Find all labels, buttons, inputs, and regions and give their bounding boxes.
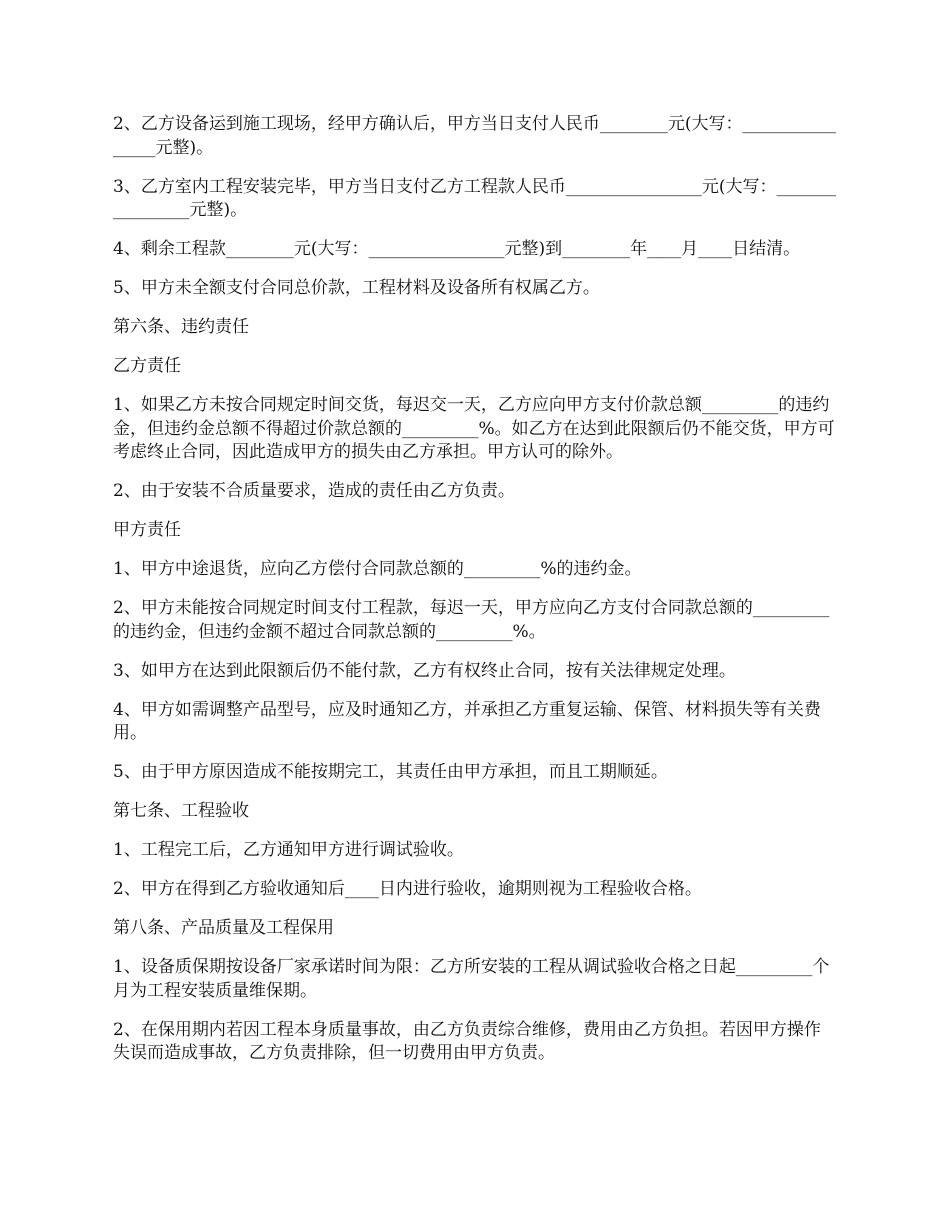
clause-delay-by-party-a: 5、由于甲方原因造成不能按期完工，其责任由甲方承担，而且工期顺延。 (113, 762, 668, 782)
clause-late-payment-penalty: 2、甲方未能按合同规定时间支付工程款，每迟一天，甲方应向乙方支付合同款总额的_________的违约金，但违约金额不超过合同款总额的_________%。 (113, 598, 830, 642)
clause-installation-quality: 2、由于安装不合质量要求，造成的责任由乙方负责。 (113, 481, 515, 501)
section-heading-acceptance: 第七条、工程验收 (113, 801, 249, 821)
clause-model-adjustment: 4、甲方如需调整产品型号，应及时通知乙方，并承担乙方重复运输、保管、材料损失等有关费用。 (113, 699, 821, 743)
document-body (113, 113, 837, 1081)
clause-acceptance-deadline: 2、甲方在得到乙方验收通知后____日内进行验收，逾期则视为工程验收合格。 (113, 879, 702, 899)
section-heading-breach-liability: 第六条、违约责任 (113, 317, 249, 337)
clause-payment-on-installation: 3、乙方室内工程安装完毕，甲方当日支付乙方工程款人民币________________元(大写：________________元整)。 (113, 176, 836, 220)
clause-termination: 3、如甲方在达到此限额后仍不能付款，乙方有权终止合同，按有关法律规定处理。 (113, 660, 736, 681)
clause-return-penalty: 1、甲方中途退货，应向乙方偿付合同款总额的_________%的违约金。 (113, 559, 642, 579)
clause-late-delivery-penalty: 1、如果乙方未按合同规定时间交货，每迟交一天，乙方应向甲方支付价款总额_________的违约金，但违约金总额不得超过价款总额的_________%。如乙方在达到此限额后仍不能交货，甲方可考虑终止合同，因此造成甲方的损失由乙方承担。甲方认可的除外。 (113, 395, 835, 462)
subheading-party-b-liability: 乙方责任 (113, 356, 181, 376)
clause-remaining-payment: 4、剩余工程款________元(大写：________________元整)到________年____月____日结清。 (113, 239, 801, 259)
section-heading-quality-warranty: 第八条、产品质量及工程保用 (113, 918, 334, 938)
clause-payment-on-delivery: 2、乙方设备运到施工现场，经甲方确认后，甲方当日支付人民币________元(大写：________________元整)。 (113, 114, 836, 158)
clause-warranty-period: 1、设备质保期按设备厂家承诺时间为限：乙方所安装的工程从调试验收合格之日起_________个月为工程安装质量维保期。 (113, 957, 830, 1001)
subheading-party-a-liability: 甲方责任 (113, 520, 181, 540)
clause-ownership: 5、甲方未全额支付合同总价款，工程材料及设备所有权属乙方。 (113, 278, 600, 298)
clause-acceptance-notice: 1、工程完工后，乙方通知甲方进行调试验收。 (113, 840, 464, 860)
clause-warranty-repairs: 2、在保用期内若因工程本身质量事故，由乙方负责综合维修，费用由乙方负担。若因甲方操作失误而造成事故，乙方负责排除，但一切费用由甲方负责。 (113, 1019, 821, 1063)
